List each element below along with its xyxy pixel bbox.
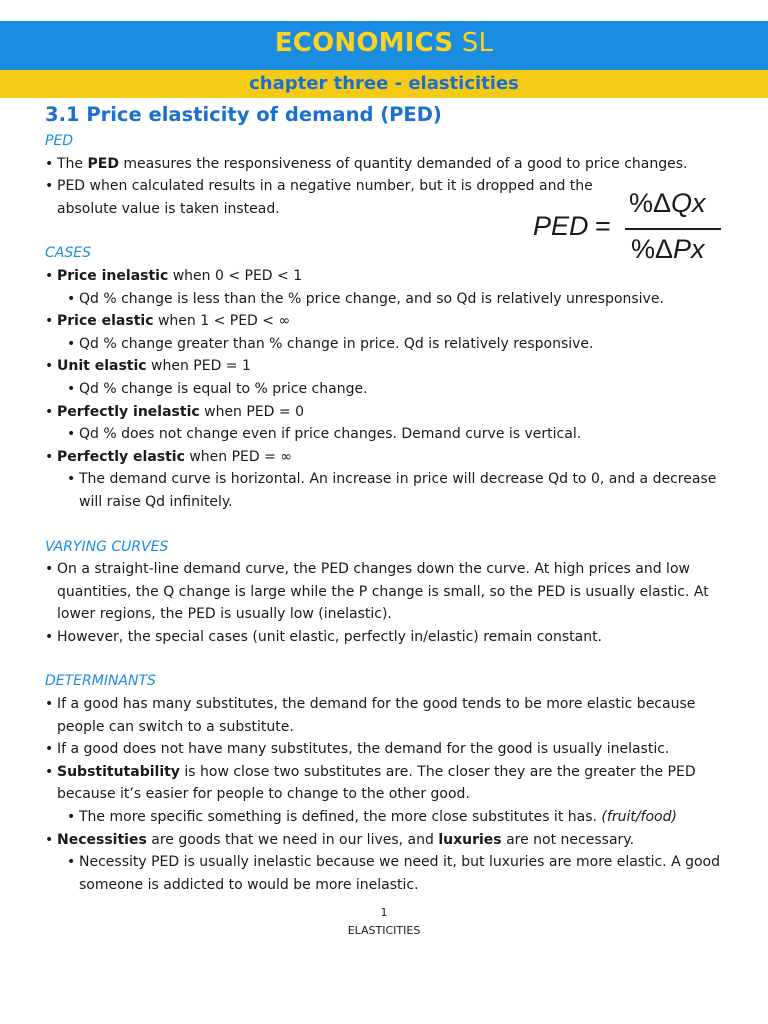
case-term: Perfectly inelastic	[57, 403, 200, 420]
denominator-variable: Px	[673, 234, 705, 264]
chapter-title: chapter three - elasticities	[249, 73, 519, 94]
page-content	[45, 101, 735, 896]
denominator-percent-delta: %Δ	[631, 234, 674, 264]
subject-level: SL	[461, 28, 494, 58]
formula-lhs: PED	[533, 211, 589, 241]
determinant-text: is how close two substitutes are. The closer they are the greater the PED because it’s easier for people to change to the other good.	[57, 763, 696, 803]
determinant-many-substitutes: • If a good has many substitutes, the demand for the good tends to be more elastic because people can switch to a substitute.	[45, 693, 735, 738]
determinant-text-mid: are goods that we need in our lives, and	[146, 831, 439, 848]
subject-name: ECONOMICS	[274, 28, 454, 58]
case-perfectly-elastic-detail: • The demand curve is horizontal. An increase in price will decrease Qd to 0, and a decrease will raise Qd infinitely.	[45, 468, 735, 513]
spacer	[45, 648, 735, 670]
subject-banner	[0, 21, 768, 70]
spacer	[45, 514, 735, 536]
determinant-term-necessities: Necessities	[57, 831, 147, 848]
varying-bullet-straight-line: • On a straight-line demand curve, the PED changes down the curve. At high prices and low quantities, the Q change is large while the P change is small, so the PED is usually elastic. At lower regions, the PED is usually low (inelastic).	[45, 558, 735, 626]
case-perfectly-inelastic	[45, 401, 735, 424]
footer-label: ELASTICITIES	[347, 924, 421, 937]
case-condition: when PED = 0	[199, 403, 304, 420]
case-price-elastic	[45, 310, 735, 333]
determinant-term: Substitutability	[57, 763, 180, 780]
determinants-heading: DETERMINANTS	[45, 673, 156, 690]
section-title: 3.1 Price elasticity of demand (PED)	[45, 103, 442, 126]
case-unit-elastic	[45, 355, 735, 378]
determinant-necessities-luxuries	[45, 829, 735, 852]
numerator-percent-delta: %Δ	[629, 188, 672, 218]
determinant-necessities-detail: • Necessity PED is usually inelastic because we need it, but luxuries are more elastic. A good someone is addicted to would be more inelastic.	[45, 851, 735, 896]
varying-bullet-special-cases: • However, the special cases (unit elastic, perfectly in/elastic) remain constant.	[45, 626, 735, 649]
ped-bullet-text-pre: The	[57, 155, 88, 172]
chapter-banner	[0, 70, 768, 98]
ped-bullet-definition	[45, 153, 735, 176]
determinant-term-luxuries: luxuries	[438, 831, 502, 848]
ped-bullet-term: PED	[87, 155, 119, 172]
determinant-substitutability-detail	[45, 806, 735, 829]
ped-bullet-text-post: measures the responsiveness of quantity demanded of a good to price changes.	[118, 155, 688, 172]
case-term: Price elastic	[57, 313, 154, 330]
subject-title	[275, 28, 493, 58]
case-price-inelastic	[45, 265, 735, 288]
case-price-inelastic-detail: • Qd % change is less than the % price change, and so Qd is relatively unresponsive.	[45, 288, 735, 311]
page-number: 1	[380, 906, 388, 919]
case-term: Price inelastic	[57, 267, 169, 284]
case-condition: when 1 < PED < ∞	[153, 313, 291, 330]
case-condition: when PED = 1	[146, 358, 251, 375]
cases-heading: CASES	[45, 245, 91, 262]
case-condition: when PED = ∞	[184, 448, 292, 465]
determinant-text-end: are not necessary.	[501, 831, 635, 848]
spacer	[45, 220, 735, 242]
case-term: Unit elastic	[57, 358, 147, 375]
page-footer	[0, 903, 768, 941]
formula-equals: =	[595, 211, 611, 241]
determinant-few-substitutes: • If a good does not have many substitutes, the demand for the good is usually inelastic.	[45, 738, 735, 761]
determinant-example: (fruit/food)	[601, 809, 677, 826]
case-term: Perfectly elastic	[57, 448, 185, 465]
determinant-detail-text: The more specific something is defined, the more close substitutes it has.	[79, 809, 602, 826]
case-condition: when 0 < PED < 1	[168, 267, 303, 284]
numerator-variable: Qx	[671, 188, 706, 218]
case-perfectly-inelastic-detail: • Qd % does not change even if price changes. Demand curve is vertical.	[45, 423, 735, 446]
case-unit-elastic-detail: • Qd % change is equal to % price change.	[45, 378, 735, 401]
case-price-elastic-detail: • Qd % change greater than % change in price. Qd is relatively responsive.	[45, 333, 735, 356]
varying-curves-heading: VARYING CURVES	[45, 538, 169, 555]
case-perfectly-elastic	[45, 446, 735, 469]
ped-heading: PED	[45, 133, 74, 149]
determinant-substitutability	[45, 761, 735, 806]
ped-bullet-absolute: • PED when calculated results in a negative number, but it is dropped and the absolute value is taken instead.	[45, 175, 605, 220]
